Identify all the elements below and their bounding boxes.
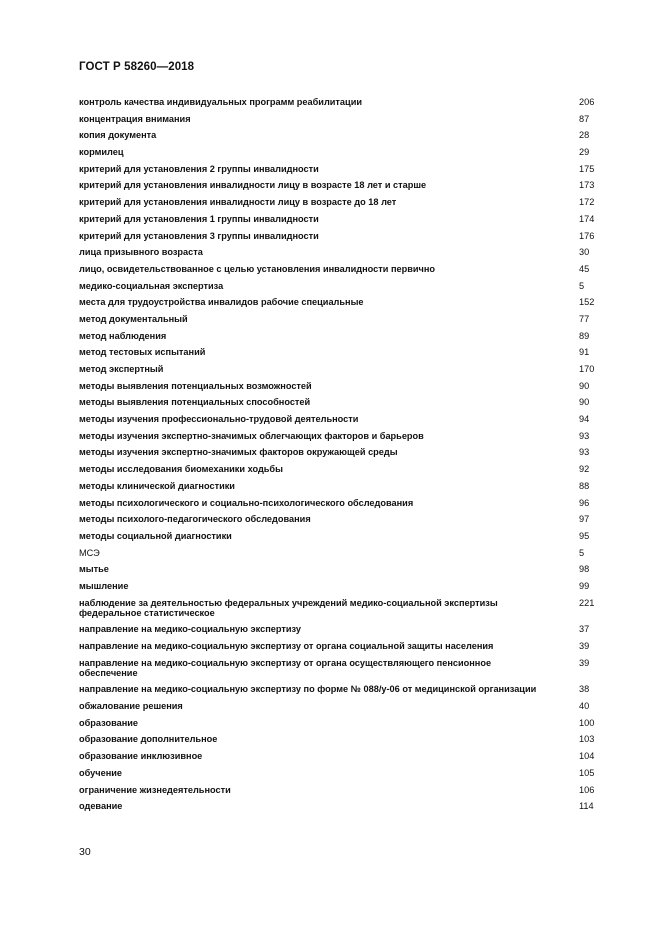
index-term: направление на медико-социальную экспертизу <box>79 624 301 635</box>
index-page-number: 114 <box>579 801 594 812</box>
index-entry <box>79 281 597 291</box>
index-page-number: 90 <box>579 397 590 408</box>
index-entry <box>79 464 597 474</box>
index-page-number: 28 <box>579 130 590 141</box>
index-entry <box>79 658 597 678</box>
index-term: образование <box>79 717 139 728</box>
index-page-number: 37 <box>579 624 590 635</box>
index-page-number: 221 <box>579 597 595 608</box>
index-list <box>79 97 597 818</box>
index-entry <box>79 314 597 324</box>
index-page-number: 100 <box>579 717 595 728</box>
index-term: критерий для установления 1 группы инвалидности <box>79 213 319 224</box>
index-entry <box>79 785 597 795</box>
index-entry <box>79 531 597 541</box>
index-page-number: 45 <box>579 263 590 274</box>
index-entry <box>79 751 597 761</box>
index-term: метод экспертный <box>79 364 164 374</box>
index-entry <box>79 701 597 711</box>
index-entry <box>79 684 597 694</box>
index-entry <box>79 180 597 190</box>
index-page-number: 103 <box>579 734 595 745</box>
index-entry <box>79 548 597 558</box>
index-term: методы клинической диагностики <box>79 480 235 491</box>
index-entry <box>79 498 597 508</box>
index-term: мышление <box>79 580 129 591</box>
index-term: методы изучения профессионально-трудовой деятельности <box>79 414 359 425</box>
index-term: направление на медико-социальную экспертизу от органа социальной защиты населения <box>79 641 494 651</box>
index-entry <box>79 624 597 634</box>
index-entry <box>79 97 597 107</box>
index-term: методы психологического и социально-психологического обследования <box>79 497 414 508</box>
index-term: критерий для установления 3 группы инвалидности <box>79 230 319 241</box>
index-entry <box>79 331 597 341</box>
index-page-number: 5 <box>579 547 585 558</box>
page-number: 30 <box>79 846 91 858</box>
index-term: контроль качества индивидуальных программ реабилитации <box>79 97 362 107</box>
index-term: методы изучения экспертно-значимых облегчающих факторов и барьеров <box>79 430 424 441</box>
index-page-number: 174 <box>579 213 595 224</box>
index-term: критерий для установления инвалидности лицу в возрасте 18 лет и старше <box>79 180 427 191</box>
index-page-number: 97 <box>579 514 590 525</box>
index-page-number: 5 <box>579 280 585 291</box>
index-term: критерий для установления 2 группы инвалидности <box>79 163 319 174</box>
index-page-number: 38 <box>579 684 590 695</box>
index-entry <box>79 147 597 157</box>
index-term: обжалование решения <box>79 701 183 712</box>
index-page-number: 94 <box>579 414 590 425</box>
index-entry <box>79 598 597 618</box>
index-page-number: 90 <box>579 380 590 391</box>
index-term: мытье <box>79 564 109 575</box>
index-page-number: 176 <box>579 230 595 241</box>
index-term: методы психолого-педагогического обследования <box>79 514 311 525</box>
index-term: направление на медико-социальную экспертизу по форме № 088/у-06 от медицинской организации <box>79 684 537 695</box>
index-term: МСЭ <box>79 547 100 558</box>
index-entry <box>79 214 597 224</box>
index-page-number: 106 <box>579 784 595 795</box>
index-page-number: 39 <box>579 641 590 651</box>
index-entry <box>79 231 597 241</box>
index-page-number: 173 <box>579 180 595 191</box>
index-term: методы изучения экспертно-значимых факторов окружающей среды <box>79 447 398 458</box>
index-entry <box>79 481 597 491</box>
index-entry <box>79 564 597 574</box>
index-page-number: 96 <box>579 497 590 508</box>
index-page-number: 152 <box>579 297 595 308</box>
index-term: метод документальный <box>79 313 188 324</box>
index-page-number: 105 <box>579 767 595 778</box>
index-entry <box>79 718 597 728</box>
index-entry <box>79 164 597 174</box>
index-entry <box>79 114 597 124</box>
index-entry <box>79 130 597 140</box>
index-term: медико-социальная экспертиза <box>79 280 224 291</box>
index-page-number: 40 <box>579 701 590 712</box>
index-entry <box>79 447 597 457</box>
index-entry <box>79 297 597 307</box>
index-entry <box>79 247 597 257</box>
index-term: методы выявления потенциальных способностей <box>79 397 311 408</box>
index-term: методы социальной диагностики <box>79 530 232 541</box>
index-term: образование инклюзивное <box>79 751 203 762</box>
index-entry <box>79 397 597 407</box>
index-entry <box>79 264 597 274</box>
index-page-number: 172 <box>579 197 595 208</box>
index-page-number: 77 <box>579 313 590 324</box>
index-entry <box>79 431 597 441</box>
index-term: кормилец <box>79 147 124 158</box>
index-entry <box>79 514 597 524</box>
index-entry <box>79 734 597 744</box>
index-page-number: 104 <box>579 751 595 762</box>
index-page-number: 39 <box>579 657 590 668</box>
index-term: наблюдение за деятельностью федеральных учреждений медико-социальной экспертизы федеральное статистическое <box>79 597 498 618</box>
index-page-number: 206 <box>579 97 595 107</box>
index-page-number: 175 <box>579 163 595 174</box>
index-page-number: 88 <box>579 480 590 491</box>
index-entry <box>79 581 597 591</box>
index-entry <box>79 347 597 357</box>
index-entry <box>79 641 597 651</box>
index-term: ограничение жизнедеятельности <box>79 784 231 795</box>
index-term: направление на медико-социальную экспертизу от органа осуществляющего пенсионное обеспечение <box>79 657 492 678</box>
index-term: образование дополнительное <box>79 734 218 745</box>
index-entry <box>79 414 597 424</box>
index-entry <box>79 197 597 207</box>
index-term: лицо, освидетельствованное с целью установления инвалидности первично <box>79 263 436 274</box>
index-term: лица призывного возраста <box>79 247 203 258</box>
index-page-number: 29 <box>579 147 590 158</box>
index-page-number: 170 <box>579 364 595 374</box>
index-term: копия документа <box>79 130 157 141</box>
index-term: концентрация внимания <box>79 113 191 124</box>
index-page-number: 93 <box>579 430 590 441</box>
index-term: места для трудоустройства инвалидов рабочие специальные <box>79 297 364 308</box>
index-term: одевание <box>79 801 123 812</box>
index-entry <box>79 801 597 811</box>
index-entry <box>79 364 597 374</box>
index-term: методы выявления потенциальных возможностей <box>79 380 312 391</box>
index-page-number: 87 <box>579 113 590 124</box>
index-page-number: 92 <box>579 464 590 475</box>
index-page-number: 95 <box>579 530 590 541</box>
index-term: метод наблюдения <box>79 330 167 341</box>
index-page-number: 93 <box>579 447 590 458</box>
index-term: обучение <box>79 767 123 778</box>
index-page-number: 30 <box>579 247 590 258</box>
index-page-number: 91 <box>579 347 590 358</box>
index-term: метод тестовых испытаний <box>79 347 206 358</box>
index-page-number: 99 <box>579 580 590 591</box>
document-header: ГОСТ Р 58260—2018 <box>79 61 195 73</box>
index-entry <box>79 768 597 778</box>
index-term: критерий для установления инвалидности лицу в возрасте до 18 лет <box>79 197 397 208</box>
index-page-number: 98 <box>579 564 590 575</box>
index-page-number: 89 <box>579 330 590 341</box>
index-entry <box>79 381 597 391</box>
index-term: методы исследования биомеханики ходьбы <box>79 464 283 475</box>
